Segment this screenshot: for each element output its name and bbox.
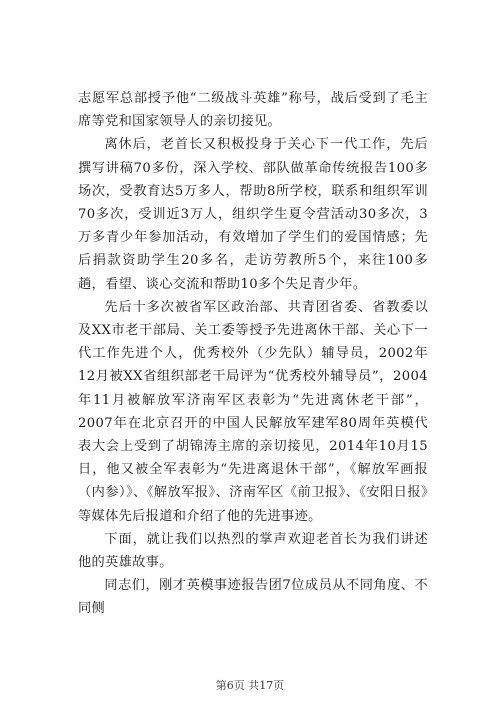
document-body <box>78 87 428 621</box>
page-footer: 第6页 共17页 <box>215 679 285 692</box>
paragraph-3: 先后十多次被省军区政治部、共青团省委、省教委以及XX市老干部局、关工委等授予先进离休干部、关心下一代工作先进个人，优秀校外（少先队）辅导员，2002年12月被XX省组织部老干局评为“优秀校外辅导员”，2004年11月被解放军济南军区表彰为“先进离休老干部”，2007年在北京召开的中国人民解放军建军80周年英模代表大会上受到了胡锦涛主席的亲切接见，2014年10月15日，他又被全军表彰为“先进离退休干部”，《解放军画报（内参）》、《解放军报》、济南军区《前卫报》、《安阳日报》等媒体先后报道和介绍了他的先进事迹。 <box>78 299 428 524</box>
paragraph-1: 志愿军总部授予他“二级战斗英雄”称号，战后受到了毛主席等党和国家领导人的亲切接见。 <box>78 91 428 130</box>
paragraph-4: 下面，就让我们以热烈的掌声欢迎老首长为我们讲述他的英雄故事。 <box>78 531 428 571</box>
paragraph-5: 同志们，刚才英模事迹报告团7位成员从不同角度、不同侧 <box>78 578 428 617</box>
paragraph-2: 离休后，老首长又积极投身于关心下一代工作，先后撰写讲稿70多份，深入学校、部队做革命传统报告100多场次，受教育达5万多人，帮助8所学校，联系和组织军训70多次，受训近3万人，组织学生夏令营活动30多次，3万多青少年参加活动，有效增加了学生们的爱国情感；先后捐款资助学生20多名，走访劳教所5个，来往100多趟，看望、谈心交流和帮助10多个失足青少年。 <box>78 137 428 292</box>
